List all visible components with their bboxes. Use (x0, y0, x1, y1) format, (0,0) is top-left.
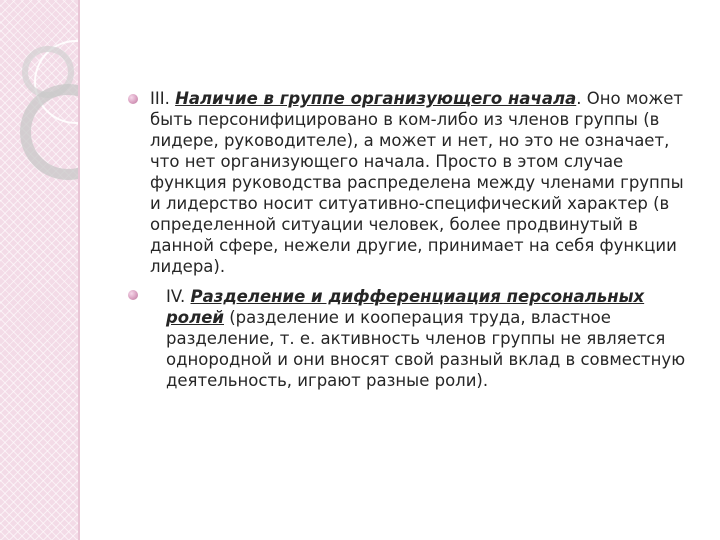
item-number: IV. (166, 287, 186, 306)
slide-content (128, 88, 688, 397)
item-title: Разделение и дифференциация персональных ролей (166, 287, 645, 327)
decorative-side-band (0, 0, 78, 540)
side-band-edge (78, 0, 80, 540)
item-text: (разделение и кооперация труда, властное разделение, т. е. активность членов группы не является однородной и они вносят свой разный вклад в совместную деятельность, играют разные роли). (166, 308, 686, 390)
item-number: III. (150, 89, 170, 108)
bullet-item-iv (128, 286, 688, 391)
item-title: Наличие в группе организующего начала (175, 89, 577, 108)
item-text: . Оно может быть персонифицировано в ком-либо из членов группы (в лидере, руководителе), а может и нет, но это не означает, что нет организующего начала. Просто в этом случае функция руководства распределена между членами группы и лидерство носит ситуативно-специфический характер (в определенной ситуации человек, более продвинутый в данной сфере, нежели другие, принимает на себя функции лидера). (150, 89, 684, 276)
decorative-circle-large (20, 84, 78, 180)
bullet-dot-icon (128, 94, 138, 104)
bullet-dot-icon (128, 290, 138, 300)
bullet-item-iii (128, 88, 688, 277)
